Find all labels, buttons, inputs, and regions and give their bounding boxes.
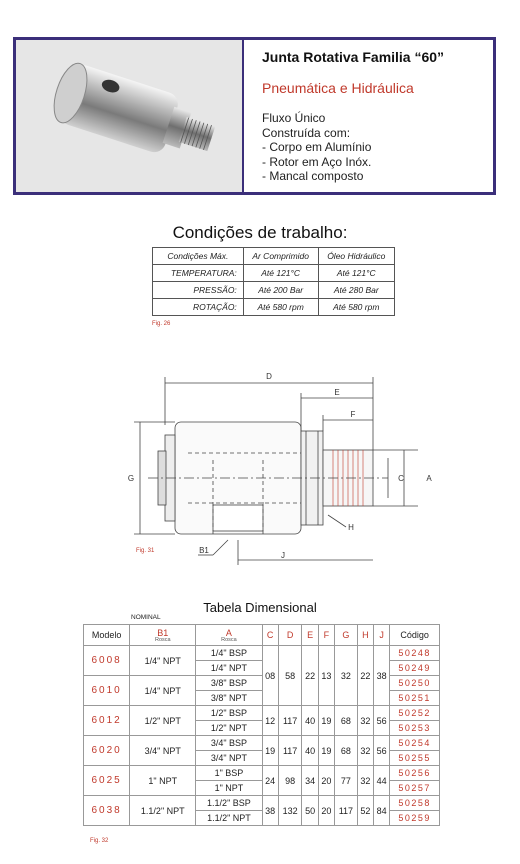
a-cell: 1/4" BSP xyxy=(196,646,262,661)
code-cell: 50252 xyxy=(390,706,440,721)
b1-sub: Rosca xyxy=(154,636,171,643)
d-cell: 132 xyxy=(278,796,302,826)
code-cell: 50256 xyxy=(390,766,440,781)
d-cell: 117 xyxy=(278,706,302,736)
h-cell: 32 xyxy=(357,736,373,766)
model-cell: 6020 xyxy=(84,736,130,766)
dim-label-f: F xyxy=(350,410,356,419)
a-cell: 1/2" NPT xyxy=(196,721,262,736)
c-cell: 24 xyxy=(262,766,278,796)
f-cell: 19 xyxy=(318,736,334,766)
desc-line: Fluxo Único xyxy=(262,111,326,125)
col-header-d: D xyxy=(278,625,302,646)
model-cell: 6038 xyxy=(84,796,130,826)
c-cell: 12 xyxy=(262,706,278,736)
col-header-e: E xyxy=(302,625,318,646)
conditions-title: Condições de trabalho: xyxy=(172,223,348,242)
e-cell: 40 xyxy=(302,736,318,766)
a-cell: 1.1/2" NPT xyxy=(196,811,262,826)
code-cell: 50250 xyxy=(390,676,440,691)
col-header-g: G xyxy=(335,625,358,646)
b1-label: B1 xyxy=(157,627,169,638)
e-cell: 50 xyxy=(302,796,318,826)
h-cell: 32 xyxy=(357,766,373,796)
conditions-table xyxy=(152,247,395,316)
nominal-label: NOMINAL xyxy=(131,614,161,621)
f-cell: 20 xyxy=(318,796,334,826)
b1-cell: 3/4" NPT xyxy=(130,736,196,766)
a-cell: 3/8" BSP xyxy=(196,676,262,691)
h-cell: 52 xyxy=(357,796,373,826)
code-cell: 50259 xyxy=(390,811,440,826)
col-header-c: C xyxy=(262,625,278,646)
figure-caption: Fig. 31 xyxy=(136,548,155,554)
code-cell: 50258 xyxy=(390,796,440,811)
model-cell: 6025 xyxy=(84,766,130,796)
col-header-f: F xyxy=(318,625,334,646)
dimensional-table xyxy=(83,624,440,826)
a-sub: Rosca xyxy=(221,636,237,643)
cond-cell: Até 580 rpm xyxy=(243,299,318,316)
g-cell: 117 xyxy=(335,796,358,826)
dim-label-h: H xyxy=(348,523,354,532)
cond-row-label: PRESSÃO: xyxy=(153,282,244,299)
col-header-b1 xyxy=(130,625,196,646)
cond-row-label: TEMPERATURA: xyxy=(153,265,244,282)
e-cell: 34 xyxy=(302,766,318,796)
h-cell: 22 xyxy=(357,646,373,706)
a-label: A xyxy=(225,627,232,638)
b1-cell: 1" NPT xyxy=(130,766,196,796)
product-photo xyxy=(16,40,242,192)
product-description xyxy=(262,111,371,184)
desc-line: - Corpo em Alumínio xyxy=(262,140,372,154)
g-cell: 32 xyxy=(335,646,358,706)
j-cell: 84 xyxy=(374,796,390,826)
a-cell: 3/4" NPT xyxy=(196,751,262,766)
code-cell: 50255 xyxy=(390,751,440,766)
product-subtitle: Pneumática e Hidráulica xyxy=(262,80,414,96)
dim-label-e: E xyxy=(334,388,340,397)
col-header-j: J xyxy=(374,625,390,646)
header-divider xyxy=(242,40,244,192)
g-cell: 68 xyxy=(335,706,358,736)
j-cell: 56 xyxy=(374,736,390,766)
a-cell: 1.1/2" BSP xyxy=(196,796,262,811)
f-cell: 20 xyxy=(318,766,334,796)
dim-label-b1: B1 xyxy=(199,546,209,555)
b1-cell: 1/2" NPT xyxy=(130,706,196,736)
e-cell: 40 xyxy=(302,706,318,736)
cond-cell: Até 121°C xyxy=(243,265,318,282)
cond-cell: Até 580 rpm xyxy=(318,299,394,316)
col-header-h: H xyxy=(357,625,373,646)
j-cell: 38 xyxy=(374,646,390,706)
a-cell: 1" BSP xyxy=(196,766,262,781)
c-cell: 19 xyxy=(262,736,278,766)
e-cell: 22 xyxy=(302,646,318,706)
code-cell: 50251 xyxy=(390,691,440,706)
model-cell: 6012 xyxy=(84,706,130,736)
f-cell: 19 xyxy=(318,706,334,736)
technical-drawing xyxy=(118,365,448,575)
col-header-codigo: Código xyxy=(390,625,440,646)
a-cell: 1/4" NPT xyxy=(196,661,262,676)
b1-cell: 1/4" NPT xyxy=(130,676,196,706)
col-header-modelo: Modelo xyxy=(84,625,130,646)
c-cell: 38 xyxy=(262,796,278,826)
dim-label-d: D xyxy=(266,372,272,381)
j-cell: 44 xyxy=(374,766,390,796)
code-cell: 50257 xyxy=(390,781,440,796)
cond-header: Óleo Hidráulico xyxy=(318,248,394,265)
dim-label-g: G xyxy=(127,474,135,483)
d-cell: 98 xyxy=(278,766,302,796)
cond-cell: Até 200 Bar xyxy=(243,282,318,299)
desc-line: - Rotor em Aço Inóx. xyxy=(262,154,372,169)
cond-cell: Até 280 Bar xyxy=(318,282,394,299)
g-cell: 77 xyxy=(335,766,358,796)
d-cell: 117 xyxy=(278,736,302,766)
desc-line: - Mancal composto xyxy=(262,169,364,183)
b1-cell: 1.1/2" NPT xyxy=(130,796,196,826)
cond-cell: Até 121°C xyxy=(318,265,394,282)
dimensional-title: Tabela Dimensional xyxy=(203,600,317,615)
code-cell: 50249 xyxy=(390,661,440,676)
cond-header: Ar Comprimido xyxy=(243,248,318,265)
g-cell: 68 xyxy=(335,736,358,766)
code-cell: 50248 xyxy=(390,646,440,661)
d-cell: 58 xyxy=(278,646,302,706)
model-cell: 6008 xyxy=(84,646,130,676)
figure-caption: Fig. 26 xyxy=(152,321,171,327)
a-cell: 1/2" BSP xyxy=(196,706,262,721)
dim-label-c: C xyxy=(398,474,404,483)
j-cell: 56 xyxy=(374,706,390,736)
h-cell: 32 xyxy=(357,706,373,736)
code-cell: 50254 xyxy=(390,736,440,751)
dim-label-a: A xyxy=(426,474,432,483)
cond-header: Condições Máx. xyxy=(153,248,244,265)
col-header-a xyxy=(196,625,262,646)
a-cell: 3/8" NPT xyxy=(196,691,262,706)
dim-label-j: J xyxy=(281,551,285,560)
product-title: Junta Rotativa Familia “60” xyxy=(262,49,445,65)
code-cell: 50253 xyxy=(390,721,440,736)
desc-line: Construída com: xyxy=(262,125,351,140)
c-cell: 08 xyxy=(262,646,278,706)
figure-caption: Fig. 32 xyxy=(90,838,109,844)
f-cell: 13 xyxy=(318,646,334,706)
a-cell: 3/4" BSP xyxy=(196,736,262,751)
a-cell: 1" NPT xyxy=(196,781,262,796)
b1-cell: 1/4" NPT xyxy=(130,646,196,676)
cond-row-label: ROTAÇÃO: xyxy=(153,299,244,316)
model-cell: 6010 xyxy=(84,676,130,706)
